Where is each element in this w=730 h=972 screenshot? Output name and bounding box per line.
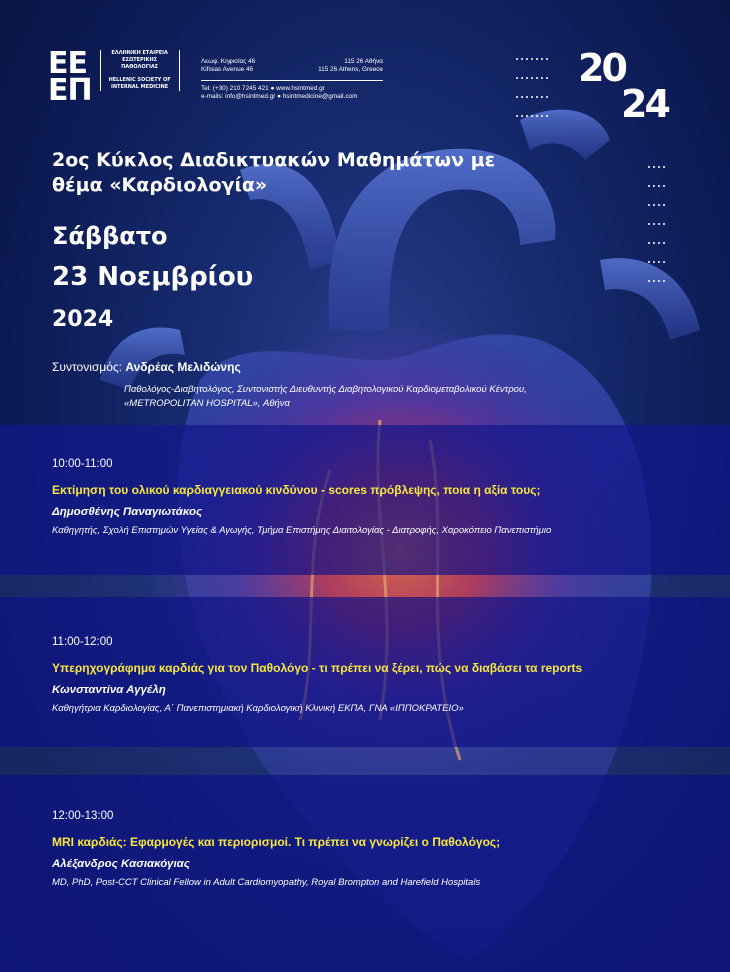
band-gap-1 bbox=[0, 575, 730, 597]
session-affiliation: MD, PhD, Post-CCT Clinical Fellow in Adult Cardiomyopathy, Royal Brompton and Harefield Hospitals bbox=[52, 877, 481, 888]
logo-letters: ΕΕ ΕΠ bbox=[48, 46, 92, 108]
session-time: 12:00-13:00 bbox=[52, 810, 114, 822]
contact-divider bbox=[201, 80, 383, 81]
year-badge: 20 24 bbox=[578, 46, 668, 126]
address-english: Kifisias Avenue 46 bbox=[201, 66, 254, 73]
session-topic: Εκτίμηση του ολικού καρδιαγγειακού κινδύνου - scores πρόβλεψης, ποια η αξία τους; bbox=[52, 483, 541, 497]
session-time: 11:00-12:00 bbox=[52, 636, 113, 648]
coordinator-label: Συντονισμός: bbox=[52, 360, 123, 374]
course-title: 2ος Κύκλος Διαδικτυακών Μαθημάτων με θέμα «Καρδιολογία» bbox=[52, 149, 496, 196]
session-topic: Υπερηχογράφημα καρδιάς για τον Παθολόγο - τι πρέπει να ξέρει, πώς να διαβάσει τα reports bbox=[52, 661, 583, 675]
coordinator bbox=[52, 360, 241, 374]
session-speaker: Κωνσταντίνα Αγγέλη bbox=[52, 684, 166, 696]
session-3 bbox=[52, 810, 702, 888]
contact-info bbox=[201, 58, 383, 101]
session-affiliation: Καθηγητής, Σχολή Επιστημών Υγείας & Αγωγής, Τμήμα Επιστήμης Διαιτολογίας - Διατροφής, Χαροκόπειο Πανεπιστήμιο bbox=[52, 525, 552, 536]
city-english: 115 26 Athens, Greece bbox=[318, 66, 383, 73]
session-1 bbox=[52, 458, 702, 536]
session-speaker: Δημοσθένης Παναγιωτάκος bbox=[52, 506, 203, 518]
logo-text-box: ΕΛΛΗΝΙΚΗ ΕΤΑΙΡΕΙΑ ΕΣΩΤΕΡΙΚΗΣ ΠΑΘΟΛΟΓΙΑΣ HELLENIC SOCIETY OF INTERNAL MEDICINE bbox=[100, 50, 180, 91]
coordinator-name: Ανδρέας Μελιδώνης bbox=[125, 360, 241, 374]
session-speaker: Αλέξανδρος Κασιακόγιας bbox=[52, 858, 190, 870]
event-year: 2024 bbox=[52, 307, 114, 332]
session-2 bbox=[52, 636, 702, 714]
address-greek: Λεωφ. Κηφισίας 46 bbox=[201, 58, 256, 65]
session-time: 10:00-11:00 bbox=[52, 458, 113, 470]
society-logo bbox=[48, 46, 180, 108]
city-greek: 115 26 Αθήνα bbox=[344, 58, 383, 65]
band-gap-2 bbox=[0, 747, 730, 775]
dot-grid-top bbox=[516, 48, 576, 124]
session-affiliation: Καθηγήτρια Καρδιολογίας, Α΄ Πανεπιστημιακή Καρδιολογική Κλινική ΕΚΠΑ, ΓΝΑ «ΙΠΠΟΚΡΑΤΕΙΟ» bbox=[52, 703, 464, 714]
emails: e-mails: info@hsintmed.gr ● hsintmedicine@gmail.com bbox=[201, 93, 358, 100]
session-topic: MRI καρδιάς: Εφαρμογές και περιορισμοί. Τι πρέπει να γνωρίζει ο Παθολόγος; bbox=[52, 835, 501, 849]
tel-web: Tel: (+30) 210 7245 421 ● www.hsintmed.gr bbox=[201, 85, 325, 92]
event-date: 23 Νοεμβρίου bbox=[52, 262, 254, 292]
dot-grid-side bbox=[648, 156, 678, 289]
coordinator-description: Παθολόγος-Διαβητολόγος, Συντονιστής Διευθυντής Διαβητολογικού Καρδιομεταβολικού Κέντρου, «METROPOLITAN HOSPITAL», Αθήνα bbox=[124, 384, 527, 409]
event-day: Σάββατο bbox=[52, 222, 168, 250]
